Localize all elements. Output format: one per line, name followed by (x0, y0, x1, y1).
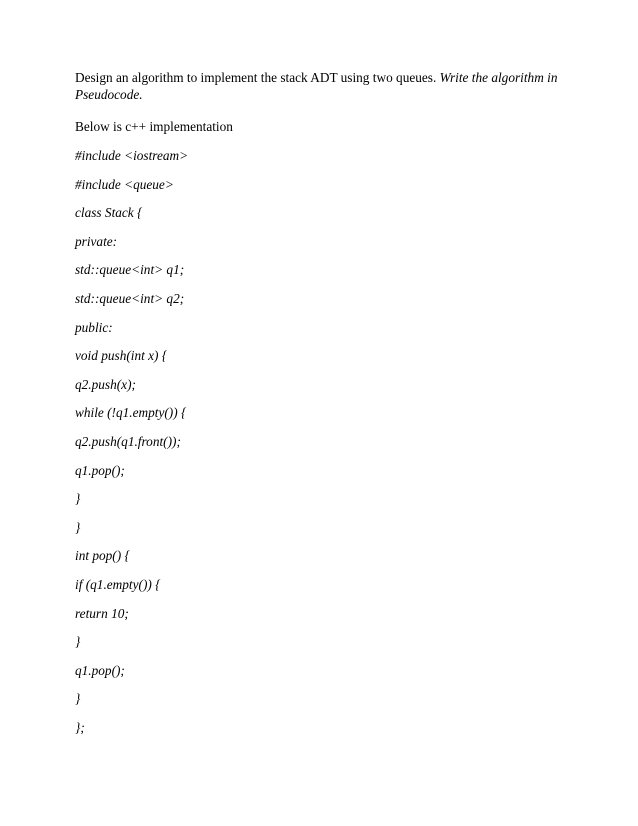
code-line: class Stack { (75, 205, 143, 221)
question-text: Design an algorithm to implement the stack ADT using two queues. (75, 70, 440, 85)
code-line: } (75, 519, 81, 535)
code-line: std::queue<int> q1; (75, 262, 185, 278)
code-line: void push(int x) { (75, 348, 168, 364)
question-instruction: Write the algorithm in Pseudocode. (75, 70, 558, 102)
code-line: } (75, 634, 81, 650)
code-line: #include <iostream> (75, 148, 189, 163)
code-line: }; (75, 719, 85, 735)
code-line: } (75, 691, 81, 707)
code-line: } (75, 491, 81, 507)
code-line: q2.push(q1.front()); (75, 433, 181, 449)
code-listing (75, 147, 188, 747)
question-paragraph (75, 69, 575, 103)
code-line: if (q1.empty()) { (75, 576, 161, 592)
code-line: public: (75, 319, 113, 335)
code-line: #include <queue> (75, 176, 174, 192)
code-line: private: (75, 233, 118, 249)
code-line: q1.pop(); (75, 662, 125, 678)
code-line: return 10; (75, 605, 129, 621)
code-line: while (!q1.empty()) { (75, 405, 187, 421)
code-line: std::queue<int> q2; (75, 290, 185, 306)
intro-line: Below is c++ implementation (75, 119, 233, 134)
code-line: q2.push(x); (75, 376, 136, 392)
code-line: int pop() { (75, 548, 130, 564)
code-line: q1.pop(); (75, 462, 125, 478)
